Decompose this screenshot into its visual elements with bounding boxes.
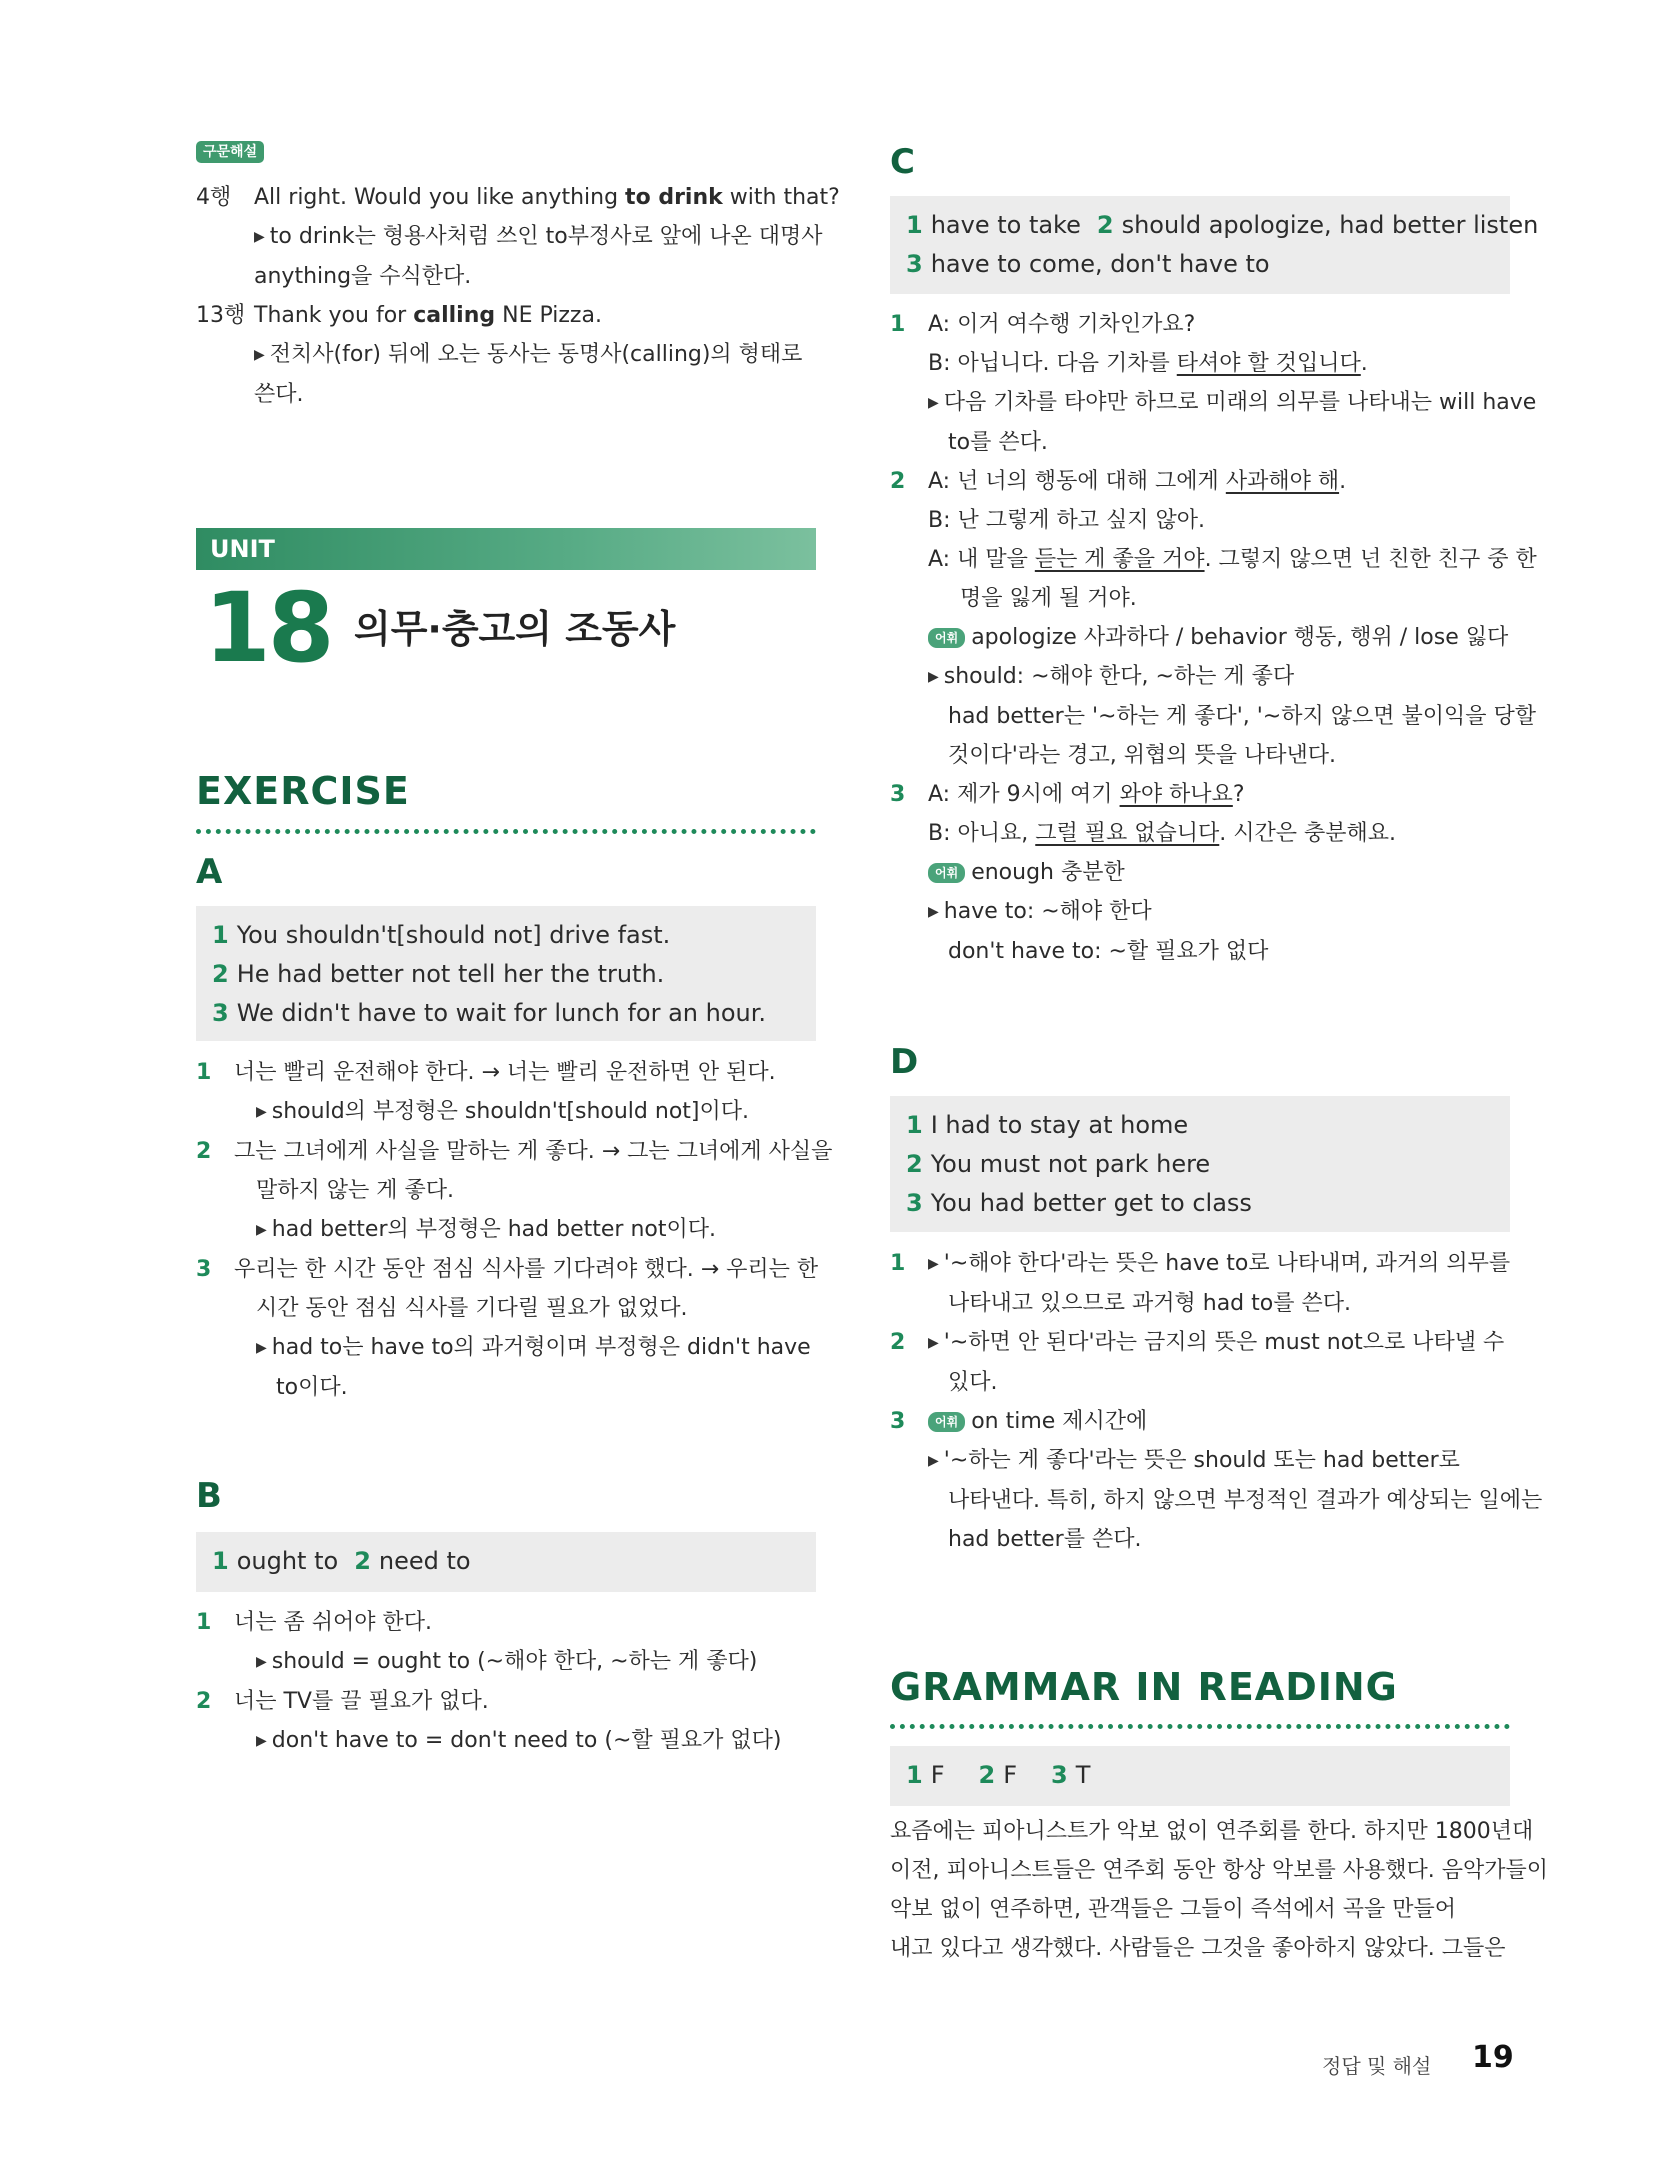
expl-line (890, 618, 1530, 657)
note-text: with that? (722, 185, 840, 210)
page-number: 19 (1472, 2040, 1514, 2075)
expl-text: 다음 기차를 타야만 하므로 미래의 의무를 나타내는 will have (943, 390, 1537, 415)
answer-num: 1 (212, 921, 229, 949)
answer-text: ought to (236, 1547, 339, 1575)
note-expl (196, 335, 836, 375)
expl-line (890, 305, 1530, 344)
section-letter-a: A (196, 852, 223, 892)
answer-box-c (890, 196, 1539, 294)
grammar-in-reading-title: GRAMMAR IN READING (890, 1665, 1398, 1709)
note-expl-text: to drink는 형용사처럼 쓰인 to부정사로 앞에 나온 대명사 (269, 224, 823, 249)
expl-text: had better는 '~하는 게 좋다', '~하지 않으면 불이익을 당할 (948, 704, 1536, 729)
expl-line (196, 1132, 836, 1171)
answer-text: should apologize, had better listen (1121, 211, 1539, 239)
answer-num: 1 (212, 1547, 229, 1575)
answer-line (906, 206, 1539, 245)
underlined-text: 듣는 게 좋을 거야 (1034, 547, 1205, 572)
answer-num: 3 (906, 250, 923, 278)
triangle-icon: ▶ (928, 904, 939, 920)
expl-num: 3 (890, 782, 906, 807)
triangle-icon: ▶ (256, 1104, 267, 1120)
expl-line (890, 1520, 1530, 1559)
note-expl-text: 전치사(for) 뒤에 오는 동사는 동명사(calling)의 형태로 (269, 342, 803, 367)
triangle-icon: ▶ (928, 669, 939, 685)
note-text: Thank you for (254, 303, 414, 328)
answer-text: I had to stay at home (930, 1111, 1189, 1139)
expl-num: 3 (890, 1409, 906, 1434)
expl-text: A: 내 말을 (928, 547, 1035, 572)
expl-text: should = ought to (~해야 한다, ~하는 게 좋다) (271, 1649, 758, 1674)
answer-text: We didn't have to wait for lunch for an hour. (236, 999, 767, 1027)
vocab-tag: 어휘 (928, 863, 965, 883)
expl-line (890, 697, 1536, 736)
expl-line (196, 1092, 836, 1132)
triangle-icon: ▶ (256, 1654, 267, 1670)
explanations-c (890, 305, 1537, 971)
triangle-icon: ▶ (928, 1256, 939, 1272)
answer-box-d (890, 1096, 1510, 1232)
answer-box-gir (890, 1746, 1510, 1806)
expl-num: 1 (890, 1251, 906, 1276)
footer-label: 정답 및 해설 (1322, 2054, 1432, 2078)
expl-line (890, 1481, 1543, 1520)
expl-text: ? (1232, 782, 1245, 807)
expl-line (196, 1603, 836, 1642)
expl-text: 그는 그녀에게 사실을 말하는 게 좋다. → 그는 그녀에게 사실을 (234, 1139, 833, 1164)
answer-num: 1 (906, 211, 923, 239)
expl-num: 1 (196, 1060, 212, 1085)
triangle-icon: ▶ (928, 1335, 939, 1351)
expl-text: . (1339, 469, 1347, 494)
expl-line (196, 1721, 836, 1761)
expl-text: A: 제가 9시에 여기 (928, 782, 1120, 807)
answer-text: have to come, don't have to (930, 250, 1270, 278)
expl-line (196, 1250, 836, 1289)
triangle-icon: ▶ (256, 1222, 267, 1238)
answer-num: 3 (1051, 1761, 1068, 1789)
note-line (196, 178, 840, 217)
expl-line (890, 1363, 1530, 1402)
syntax-tag (196, 141, 264, 163)
explanations-b (196, 1603, 836, 1761)
expl-text: had better를 쓴다. (948, 1527, 1142, 1552)
expl-text: . 시간은 충분해요. (1219, 821, 1397, 846)
answer-text: You had better get to class (930, 1189, 1252, 1217)
expl-text: . (1360, 351, 1368, 376)
unit-title: 의무·충고의 조동사 (354, 607, 676, 651)
expl-line (890, 501, 1530, 540)
expl-text: should의 부정형은 shouldn't[should not]이다. (271, 1099, 749, 1124)
section-letter-c: C (890, 142, 915, 182)
expl-text: 우리는 한 시간 동안 점심 식사를 기다려야 했다. → 우리는 한 (234, 1257, 819, 1282)
translation-line: 내고 있다고 생각했다. 사람들은 그것을 좋아하지 않았다. 그들은 (890, 1936, 1506, 1961)
expl-num: 1 (890, 312, 906, 337)
expl-line (890, 775, 1530, 814)
triangle-icon: ▶ (928, 395, 939, 411)
expl-text: should: ~해야 한다, ~하는 게 좋다 (943, 664, 1295, 689)
expl-line (890, 932, 1530, 971)
answer-num: 2 (906, 1150, 923, 1178)
expl-text: 시간 동안 점심 식사를 기다릴 필요가 없었다. (256, 1296, 688, 1321)
note-bold: calling (413, 303, 496, 328)
expl-text: 있다. (948, 1370, 998, 1395)
answer-num: 2 (978, 1761, 996, 1789)
expl-text: 너는 좀 쉬어야 한다. (234, 1610, 432, 1635)
section-letter-b: B (196, 1476, 222, 1516)
exercise-title: EXERCISE (196, 769, 410, 813)
expl-line (196, 1053, 836, 1092)
expl-text: 말하지 않는 게 좋다. (256, 1178, 454, 1203)
vocab-text: apologize 사과하다 / behavior 행동, 행위 / lose 잃다 (971, 625, 1509, 650)
section-letter-d: D (890, 1042, 919, 1082)
expl-line (196, 1171, 836, 1210)
syntax-tag-label: 구문해설 (196, 141, 264, 163)
expl-num: 2 (890, 469, 906, 494)
answer-text: F (930, 1761, 945, 1789)
answer-line (906, 1106, 1494, 1145)
answer-text: T (1075, 1761, 1091, 1789)
answer-num: 3 (212, 999, 229, 1027)
expl-text: B: 아니요, (928, 821, 1036, 846)
expl-num: 2 (196, 1689, 212, 1714)
expl-text: 너는 빨리 운전해야 한다. → 너는 빨리 운전하면 안 된다. (234, 1060, 776, 1085)
expl-text: '~하는 게 좋다'라는 뜻은 should 또는 had better로 (943, 1448, 1460, 1473)
triangle-icon: ▶ (928, 1453, 939, 1469)
expl-line (890, 462, 1530, 501)
expl-text: B: 난 그렇게 하고 싶지 않아. (928, 508, 1205, 533)
answer-num: 1 (906, 1761, 923, 1789)
expl-text: had to는 have to의 과거형이며 부정형은 didn't have (271, 1335, 811, 1360)
answer-text: F (1003, 1761, 1018, 1789)
note-bold: to drink (625, 185, 723, 210)
expl-line (890, 383, 1537, 423)
note-expl (196, 217, 836, 257)
triangle-icon: ▶ (256, 1733, 267, 1749)
expl-line (890, 1402, 1530, 1441)
answer-text: He had better not tell her the truth. (236, 960, 665, 988)
divider-dots (196, 829, 816, 834)
translation-line: 악보 없이 연주하면, 관객들은 그들이 즉석에서 곡을 만들어 (890, 1897, 1456, 1922)
explanations-a (196, 1053, 836, 1407)
answer-line (906, 1184, 1494, 1223)
expl-line (890, 579, 1530, 618)
expl-line (890, 423, 1530, 462)
expl-text: '~해야 한다'라는 뜻은 have to로 나타내며, 과거의 의무를 (943, 1251, 1511, 1276)
note-expl (196, 375, 836, 414)
note-num: 13행 (196, 303, 246, 328)
answer-line (212, 994, 800, 1033)
translation-line: 요즘에는 피아니스트가 악보 없이 연주회를 한다. 하지만 1800년대 (890, 1819, 1534, 1844)
expl-line (890, 814, 1530, 853)
answer-line (906, 245, 1494, 284)
note-expl-text: anything을 수식한다. (254, 264, 472, 289)
answer-text: You must not park here (930, 1150, 1211, 1178)
answer-line (212, 955, 800, 994)
answer-num: 2 (212, 960, 229, 988)
underlined-text: 타셔야 할 것입니다 (1176, 351, 1361, 376)
note-line (196, 296, 836, 335)
expl-text: B: 아닙니다. 다음 기차를 (928, 351, 1177, 376)
note-text: NE Pizza. (495, 303, 602, 328)
answer-line (906, 1756, 1494, 1795)
explanations-d (890, 1244, 1543, 1559)
expl-line (196, 1682, 836, 1721)
expl-text: have to: ~해야 한다 (943, 899, 1152, 924)
note-expl-text: 쓴다. (254, 382, 304, 407)
expl-text: 것이다'라는 경고, 위협의 뜻을 나타낸다. (948, 743, 1337, 768)
expl-text: don't have to: ~할 필요가 없다 (948, 939, 1269, 964)
answer-num: 2 (354, 1547, 371, 1575)
answer-line (212, 1542, 800, 1581)
note-num: 4행 (196, 185, 232, 210)
expl-line (196, 1328, 836, 1368)
expl-text: don't have to = don't need to (~할 필요가 없다) (271, 1728, 782, 1753)
translation-line: 이전, 피아니스트들은 연주회 동안 항상 악보를 사용했다. 음악가들이 (890, 1858, 1548, 1883)
expl-text: . 그렇지 않으면 넌 친한 친구 중 한 (1204, 547, 1537, 572)
answer-line (212, 916, 800, 955)
expl-text: 너는 TV를 끌 필요가 없다. (234, 1689, 489, 1714)
vocab-tag: 어휘 (928, 628, 965, 648)
expl-line (196, 1289, 836, 1328)
syntax-notes (196, 178, 840, 414)
triangle-icon: ▶ (254, 229, 265, 245)
unit-number: 18 (204, 572, 332, 684)
note-text: All right. Would you like anything (254, 185, 626, 210)
expl-text: to를 쓴다. (948, 430, 1048, 455)
expl-line (196, 1210, 836, 1250)
answer-num: 2 (1096, 211, 1114, 239)
expl-text: had better의 부정형은 had better not이다. (271, 1217, 716, 1242)
expl-num: 3 (196, 1257, 212, 1282)
expl-line (890, 1441, 1530, 1481)
expl-line (890, 1244, 1530, 1284)
expl-line (890, 1323, 1530, 1363)
answer-box-b (196, 1532, 816, 1592)
vocab-text: enough 충분한 (971, 860, 1125, 885)
expl-text: '~하면 안 된다'라는 금지의 뜻은 must not으로 나타낼 수 (943, 1330, 1505, 1355)
expl-text: to이다. (276, 1375, 348, 1400)
answer-text: need to (378, 1547, 471, 1575)
underlined-text: 와야 하나요 (1119, 782, 1233, 807)
answer-num: 3 (906, 1189, 923, 1217)
expl-line (890, 892, 1530, 932)
answer-num: 1 (906, 1111, 923, 1139)
divider-dots (890, 1724, 1510, 1729)
expl-text: 나타내고 있으므로 과거형 had to를 쓴다. (948, 1291, 1351, 1316)
expl-text: 나타낸다. 특히, 하지 않으면 부정적인 결과가 예상되는 일에는 (948, 1488, 1543, 1513)
answer-box-a (196, 906, 816, 1041)
unit-bar: UNIT (196, 528, 816, 570)
expl-text: A: 넌 너의 행동에 대해 그에게 (928, 469, 1226, 494)
vocab-tag: 어휘 (928, 1412, 965, 1432)
expl-text: 명을 잃게 될 거야. (960, 586, 1137, 611)
expl-num: 2 (890, 1330, 906, 1355)
expl-num: 1 (196, 1610, 212, 1635)
underlined-text: 그럴 필요 없습니다 (1035, 821, 1220, 846)
expl-line (890, 853, 1530, 892)
triangle-icon: ▶ (256, 1340, 267, 1356)
gir-translation (890, 1812, 1548, 1968)
expl-text: A: 이거 여수행 기차인가요? (928, 312, 1196, 337)
expl-line (890, 540, 1537, 579)
answer-text: have to take (930, 211, 1081, 239)
expl-line (196, 1368, 836, 1407)
expl-line (196, 1642, 836, 1682)
underlined-text: 사과해야 해 (1225, 469, 1340, 494)
answer-text: You shouldn't[should not] drive fast. (236, 921, 671, 949)
expl-line (890, 736, 1530, 775)
note-expl (196, 257, 836, 296)
expl-line (890, 1284, 1530, 1323)
expl-num: 2 (196, 1139, 212, 1164)
expl-line (890, 344, 1530, 383)
expl-line (890, 657, 1530, 697)
triangle-icon: ▶ (254, 347, 265, 363)
vocab-text: on time 제시간에 (971, 1409, 1148, 1434)
answer-line (906, 1145, 1494, 1184)
